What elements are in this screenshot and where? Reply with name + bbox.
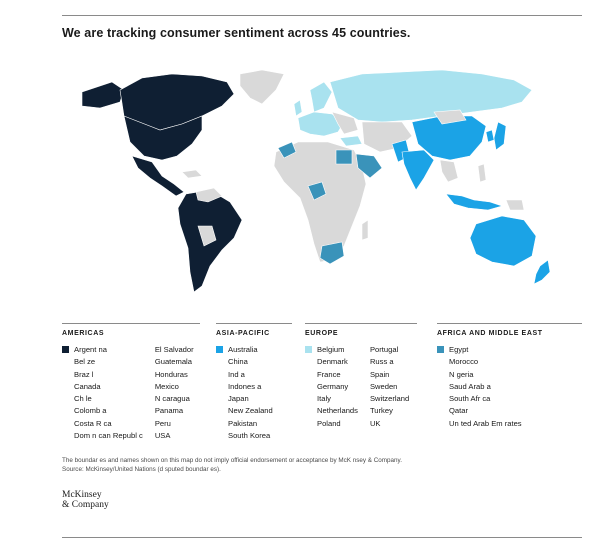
legend-item: N geria — [449, 369, 474, 379]
legend-item: Saud Arab a — [449, 381, 491, 391]
legend-item: Honduras — [154, 369, 188, 379]
legend-list — [317, 344, 358, 430]
legend-divider — [216, 323, 292, 324]
legend-list — [74, 344, 143, 442]
legend-item: Un ted Arab Em rates — [449, 418, 522, 428]
legend-item: USA — [154, 431, 171, 441]
region-uk — [294, 100, 302, 116]
region-scandinavia — [310, 82, 332, 112]
legend-item: Bel ze — [74, 357, 96, 367]
legend-item: Pakistan — [228, 418, 258, 428]
legend-item: Panama — [154, 406, 184, 416]
legend-item: Portugal — [369, 345, 399, 354]
region-indonesia — [446, 194, 502, 210]
legend-europe — [305, 323, 417, 430]
legend-item: Turkey — [369, 406, 393, 416]
legend-item: New Zealand — [228, 406, 273, 416]
legend-item: Poland — [317, 418, 341, 428]
region-japan — [494, 122, 506, 150]
legend-item: Dom n can Republ c — [74, 431, 143, 441]
legend-item: Australia — [228, 345, 258, 354]
legend-item: Guatemala — [154, 357, 192, 367]
legend-item: Braz l — [74, 369, 94, 379]
legend-swatch — [62, 346, 69, 353]
legend-title: EUROPE — [305, 330, 339, 337]
legend-item: Spain — [369, 369, 390, 379]
legend-divider — [437, 323, 582, 324]
top-rule — [62, 15, 582, 16]
region-alaska — [82, 82, 124, 108]
legend-item: Japan — [228, 394, 249, 404]
legend-item: Canada — [74, 381, 101, 391]
legend-swatch — [305, 346, 312, 353]
legend-title: ASIA-PACIFIC — [216, 330, 270, 337]
legend-item: Costa R ca — [74, 418, 112, 428]
legend-item: South Korea — [228, 431, 271, 441]
region-caribbean — [182, 170, 202, 178]
legend-item: Qatar — [449, 406, 468, 416]
legend-divider — [62, 323, 200, 324]
legend-item: Peru — [154, 418, 171, 428]
legend-list — [370, 344, 409, 430]
legend-americas — [62, 323, 200, 442]
legend-item: France — [317, 369, 341, 379]
legend-item: Sweden — [369, 381, 398, 391]
logo-line-1: McKinsey — [62, 490, 102, 500]
legend-swatch — [216, 346, 223, 353]
region-turkey — [340, 136, 362, 146]
legend-item: China — [228, 357, 248, 367]
region-australia — [470, 216, 536, 266]
region-russia — [330, 70, 532, 122]
legend-item: Argent na — [74, 345, 107, 354]
legend-item: Russ a — [369, 357, 394, 367]
legend-item: Germany — [317, 381, 349, 391]
legend-item: UK — [369, 418, 381, 428]
legend-item: Ind a — [228, 369, 245, 379]
legend-divider — [305, 323, 417, 324]
legend-item: El Salvador — [154, 345, 194, 354]
region-new-zealand — [534, 260, 550, 284]
region-egypt — [336, 150, 352, 164]
region-madagascar — [362, 220, 368, 240]
legend-item: Colomb a — [74, 406, 107, 416]
legend-item: South Afr ca — [449, 394, 491, 404]
source-note — [62, 456, 402, 474]
legend-item: Switzerland — [369, 394, 410, 404]
legend-title: AMERICAS — [62, 330, 105, 337]
disclaimer-text: The boundar es and names shown on this map do not imply official endorsement or acceptance by McK nsey & Company. — [62, 457, 402, 464]
legend-list — [228, 344, 273, 442]
legend-item: Egypt — [449, 345, 469, 354]
legend-item: Ch le — [74, 394, 92, 404]
region-india — [402, 150, 434, 190]
legend-item: Denmark — [317, 357, 348, 367]
legend-item: Belgium — [317, 345, 345, 354]
region-korea — [486, 130, 494, 142]
bottom-rule — [62, 537, 582, 538]
region-greenland — [240, 70, 284, 104]
legend-title: AFRICA AND MIDDLE EAST — [437, 330, 543, 337]
region-se-asia — [440, 160, 458, 182]
region-philippines — [478, 164, 486, 182]
world-map — [62, 60, 582, 310]
legend-list — [449, 344, 522, 430]
legend-africa-middle-east — [437, 323, 582, 430]
region-png — [506, 200, 524, 210]
region-central-america — [132, 156, 184, 196]
page-title: We are tracking consumer sentiment across 45 countries. — [62, 26, 411, 40]
legend-item: Morocco — [449, 357, 479, 367]
mckinsey-logo — [62, 490, 109, 510]
logo-line-2: & Company — [62, 500, 109, 510]
legend-item: N caragua — [154, 394, 190, 404]
legend-item: Italy — [317, 394, 331, 404]
source-text: Source: McKinsey/United Nations (d sputed boundar es). — [62, 466, 221, 473]
legend-item: Indones a — [228, 381, 262, 391]
legend-item: Mexico — [154, 381, 179, 391]
legend-swatch — [437, 346, 444, 353]
legend-item: Netherlands — [317, 406, 358, 416]
legend-asia-pacific — [216, 323, 292, 442]
legend-list — [155, 344, 194, 442]
